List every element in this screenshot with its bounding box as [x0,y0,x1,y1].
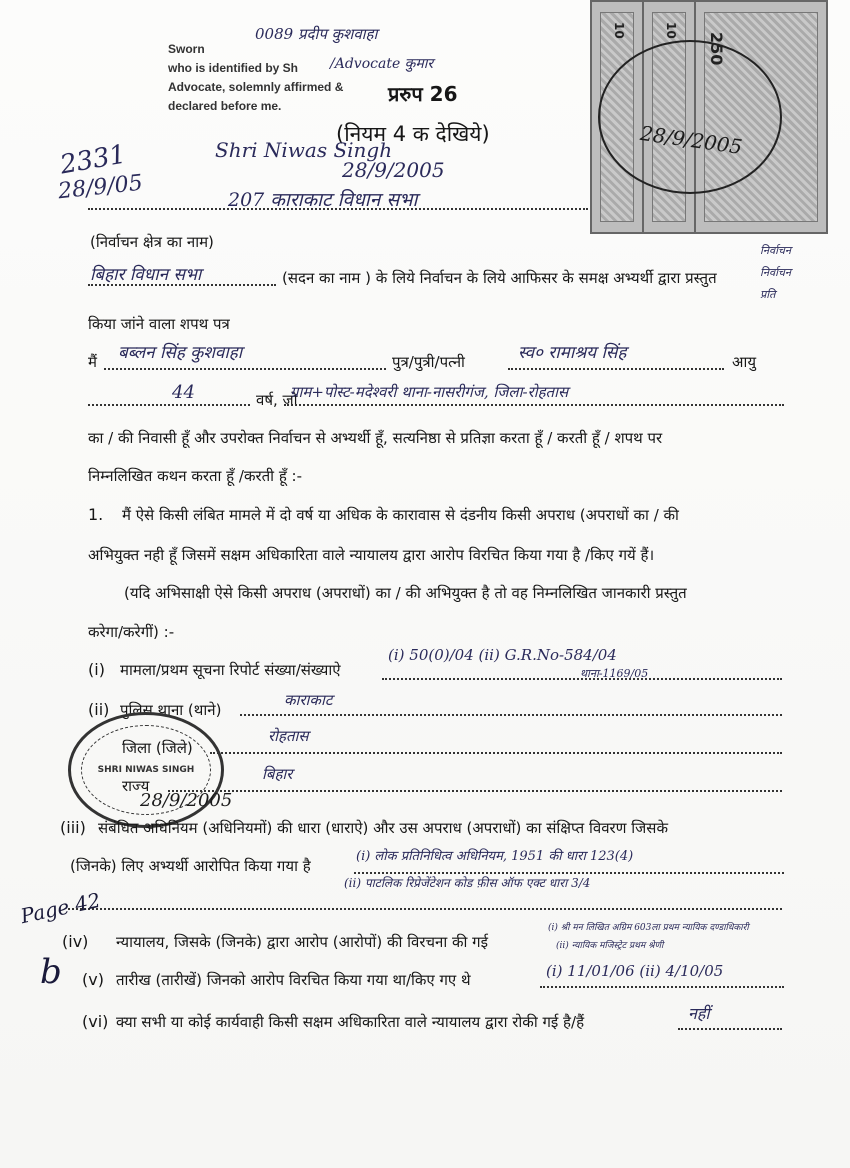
court-value-2: (ii) न्यायिक मजिस्ट्रेट प्रथम श्रेणी [556,941,664,951]
q3-label-2: (जिनके) लिए अभ्यर्थी आरोपित किया गया है [70,857,311,875]
stay-value: नहीं [688,1004,710,1023]
i-label: मैं [88,353,97,371]
acts-line-2: (ii) पाटलिक रिप्रेजेंटेशन कोड फ़ीस ऑफ एक्ट धारा 3/4 [344,876,591,890]
deponent-name: बब्लन सिंह कुशवाहा [118,343,243,363]
house-line [88,284,276,286]
age-line [88,404,250,406]
oath-number: 2331 [57,139,129,181]
note-line-2: करेगा/करेगीं) :- [88,623,175,641]
state-value: बिहार [262,765,293,783]
house-name: बिहार विधान सभा [90,265,202,285]
attestation-line-1: Sworn [168,42,205,56]
attestation-line-2: who is identified by Sh [168,61,299,75]
stamp-value-3: 250 [707,32,726,66]
handwritten-top-line-1: 0089 प्रदीप कुशवाहा [255,25,378,43]
resident-line: का / की निवासी हूँ और उपरोक्त निर्वाचन से अभ्यर्थी हूँ, सत्यनिष्ठा से प्रतिज्ञा करता हूँ / करती हूँ / शपथ पर [88,429,663,447]
state-line [168,790,782,792]
q3-label: संबंधित अधिनियम (अधिनियमों) की धारा (धाराऐ) और उस अपराध (अपराधों) का संक्षिप्त विवरण जिसके [98,819,668,837]
handwritten-top-line-2: /Advocate कुमार [330,56,434,72]
police-station-value: काराकाट [284,691,333,709]
stamp-value-2: 10 [664,22,678,39]
q2-number: (ii) [88,700,110,719]
officer-date: 28/9/2005 [342,158,445,182]
district-value: रोहतास [268,727,309,745]
q2-label: पुलिस थाना (थाने) [120,701,222,719]
q6-line [678,1028,782,1030]
father-name: स्व० रामाश्रय सिंह [518,343,627,363]
q6-label: क्या सभी या कोई कार्यवाही किसी सक्षम अधिकारिता वाले न्यायालय द्वारा रोकी गई है/हैं [116,1013,585,1031]
item1-number: 1. [88,505,104,524]
dates-value: (i) 11/01/06 (ii) 4/10/05 [546,962,724,980]
age-value: 44 [172,382,195,403]
constituency-label: (निर्वाचन क्षेत्र का नाम) [90,233,214,251]
cancel-date: 28/9/2005 [638,120,744,160]
note-line: (यदि अभिसाक्षी ऐसे किसी अपराध (अपराधों) का / की अभियुक्त है तो वह निम्नलिखित जानकारी प्रस्तुत [124,584,687,602]
seal-date: 28/9/2005 [140,790,233,811]
item1-text: मैं ऐसे किसी लंबित मामले में दो वर्ष या अधिक के कारावास से दंडनीय किसी अपराध (अपराधों का / की [122,506,679,524]
q5-number: (v) [82,970,104,989]
case-numbers-2: थाना-1169/05 [580,667,649,680]
attestation-line-4: declared before me. [168,99,282,113]
q2-line [240,714,782,716]
statement-line: निम्नलिखित कथन करता हूँ /करती हूँ :- [88,467,303,485]
margin-b: b [40,952,62,992]
state-label: राज्य [122,777,150,795]
acts-line-1: (i) लोक प्रतिनिधित्व अधिनियम, 1951 की धारा 123(4) [356,849,634,864]
q5-label: तारीख (तारीखें) जिनको आरोप विरचित किया गया था/किए गए थे [116,971,471,989]
stamp-value-1: 10 [612,22,626,39]
attestation-line-3: Advocate, solemnly affirmed & [168,80,344,94]
q1-line [382,678,782,680]
q4-number: (iv) [62,932,89,951]
q3-line-2 [68,908,782,910]
item1-text2: अभियुक्त नही हूँ जिसमें सक्षम अधिकारिता वाले न्यायालय द्वारा आरोप विरचित किया गया है /किए गयें हैं। [88,546,655,564]
attestation-stamp [168,40,343,116]
officer-signature: Shri Niwas Singh [215,138,393,162]
years-label: वर्ष, जो [256,391,298,409]
affidavit-line: किया जांने वाला शपथ पत्र [88,315,230,333]
age-label: आयु [732,353,757,371]
page-note: Page 42 [18,887,103,929]
house-suffix: (सदन का नाम ) के लिये निर्वाचन के लिये आफिसर के समक्ष अभ्यर्थी द्वारा प्रस्तुत [282,269,717,287]
district-label: जिला (जिले) [122,739,193,757]
q6-number: (vi) [82,1012,109,1031]
q4-label: न्यायालय, जिसके (जिनके) द्वारा आरोप (आरोपों) की विरचना की गई [116,933,488,951]
q3-number: (iii) [60,818,86,837]
father-line [508,368,724,370]
rule-reference: (नियम 4 क देखिये) [336,122,490,146]
constituency-line [88,208,588,210]
address-value: ग्राम+पोस्ट-मदेश्वरी थाना-नासरीगंज, जिला-रोहतास [290,383,569,401]
deponent-line [104,368,386,370]
court-value: (i) श्री मन लिखित अग्रिम 603ला प्रथम न्यायिक दण्डाधिकारी [548,923,749,933]
relation-label: पुत्र/पुत्री/पत्नी [392,353,465,371]
q1-number: (i) [88,660,105,679]
q1-label: मामला/प्रथम सूचना रिपोर्ट संख्या/संख्याऐ [120,661,341,679]
margin-note-right: निर्वाचन निर्वाचन प्रति [760,244,792,301]
address-line [284,404,784,406]
constituency-name: 207 काराकाट विधान सभा [228,189,418,211]
oath-date: 28/9/05 [56,170,144,205]
case-numbers: (i) 50(0)/04 (ii) G.R.No-584/04 [388,646,617,664]
cancellation-seal [598,40,782,194]
form-title: प्ररुप 26 [388,82,458,106]
notary-seal-text: SHRI NIWAS SINGH [97,764,195,775]
q5-line [540,986,784,988]
district-line [210,752,782,754]
